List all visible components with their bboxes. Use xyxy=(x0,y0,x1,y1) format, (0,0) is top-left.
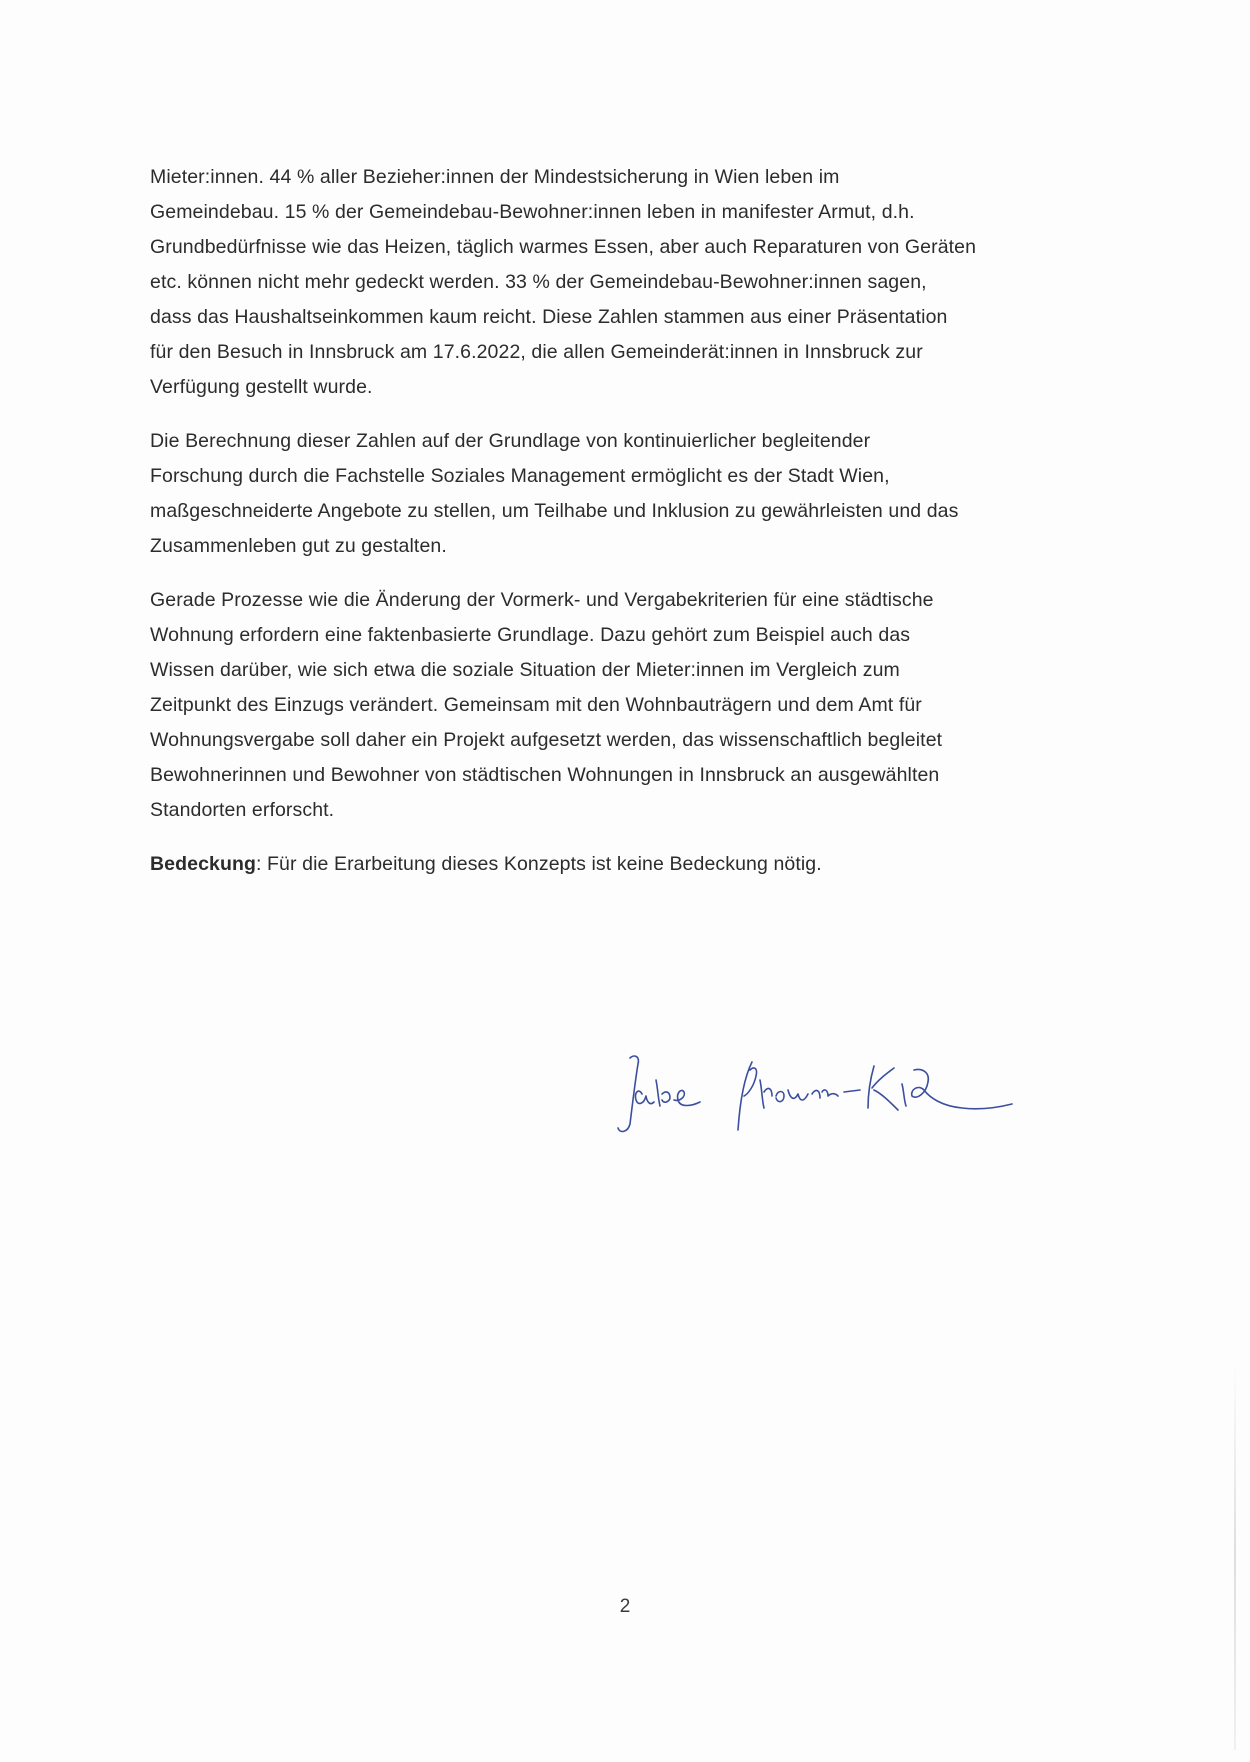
text-line: Standorten erforscht. xyxy=(150,799,335,821)
text-line: Gerade Prozesse wie die Änderung der Vormerk- und Vergabekriterien für eine städtische xyxy=(150,589,934,611)
text-line: Bewohnerinnen und Bewohner von städtischen Wohnungen in Innsbruck an ausgewählten xyxy=(150,764,940,786)
paragraph-statistics xyxy=(150,160,1110,405)
text-line: Die Berechnung dieser Zahlen auf der Grundlage von kontinuierlicher begleitender xyxy=(150,430,871,452)
signature-stroke xyxy=(760,1080,772,1108)
paragraph-project xyxy=(150,583,1110,828)
signature-stroke xyxy=(844,1090,860,1092)
signature-stroke xyxy=(902,1084,906,1106)
text-line: Zeitpunkt des Einzugs verändert. Gemeinsam mit den Wohnbauträgern und dem Amt für xyxy=(150,694,922,716)
text-line: Wohnungsvergabe soll daher ein Projekt aufgesetzt werden, das wissenschaftlich begleitet xyxy=(150,729,943,751)
signature-stroke xyxy=(868,1066,898,1110)
text-line: Wissen darüber, wie sich etwa die soziale Situation der Mieter:innen im Vergleich zum xyxy=(150,659,900,681)
text-line: für den Besuch in Innsbruck am 17.6.2022, die allen Gemeinderät:innen in Innsbruck zur xyxy=(150,341,923,363)
body-text xyxy=(150,160,1110,901)
signature-stroke xyxy=(812,1090,838,1098)
text-line: Forschung durch die Fachstelle Soziales Management ermöglicht es der Stadt Wien, xyxy=(150,465,890,487)
scan-edge-shadow xyxy=(1234,1360,1236,1750)
text-line: etc. können nicht mehr gedeckt werden. 33 % der Gemeindebau-Bewohner:innen sagen, xyxy=(150,271,927,293)
text-line: dass das Haushaltseinkommen kaum reicht. Diese Zahlen stammen aus einer Präsentation xyxy=(150,306,948,328)
signature-stroke xyxy=(776,1090,808,1102)
signature-stroke xyxy=(738,1062,757,1130)
text-line: Mieter:innen. 44 % aller Bezieher:innen der Mindestsicherung in Wien leben im xyxy=(150,166,840,188)
paragraph-coverage xyxy=(150,847,1110,882)
text-line: maßgeschneiderte Angebote zu stellen, um Teilhabe und Inklusion zu gewährleisten und das xyxy=(150,500,959,522)
text-line: Grundbedürfnisse wie das Heizen, täglich warmes Essen, aber auch Reparaturen von Geräten xyxy=(150,236,977,258)
signature-stroke xyxy=(656,1080,670,1106)
coverage-text: : Für die Erarbeitung dieses Konzepts ist keine Bedeckung nötig. xyxy=(256,853,822,875)
signature-stroke xyxy=(636,1091,654,1103)
text-line: Wohnung erfordern eine faktenbasierte Grundlage. Dazu gehört zum Beispiel auch das xyxy=(150,624,911,646)
handwritten-signature xyxy=(612,1050,1022,1140)
paragraph-research xyxy=(150,424,1110,564)
text-line: Gemeindebau. 15 % der Gemeindebau-Bewohner:innen leben in manifester Armut, d.h. xyxy=(150,201,915,223)
coverage-line xyxy=(150,847,1110,882)
signature-stroke xyxy=(674,1090,700,1105)
coverage-label: Bedeckung xyxy=(150,853,257,875)
page-number: 2 xyxy=(619,1596,631,1617)
text-line: Verfügung gestellt wurde. xyxy=(150,376,373,398)
signature-stroke xyxy=(912,1070,1012,1109)
text-line: Zusammenleben gut zu gestalten. xyxy=(150,535,447,557)
